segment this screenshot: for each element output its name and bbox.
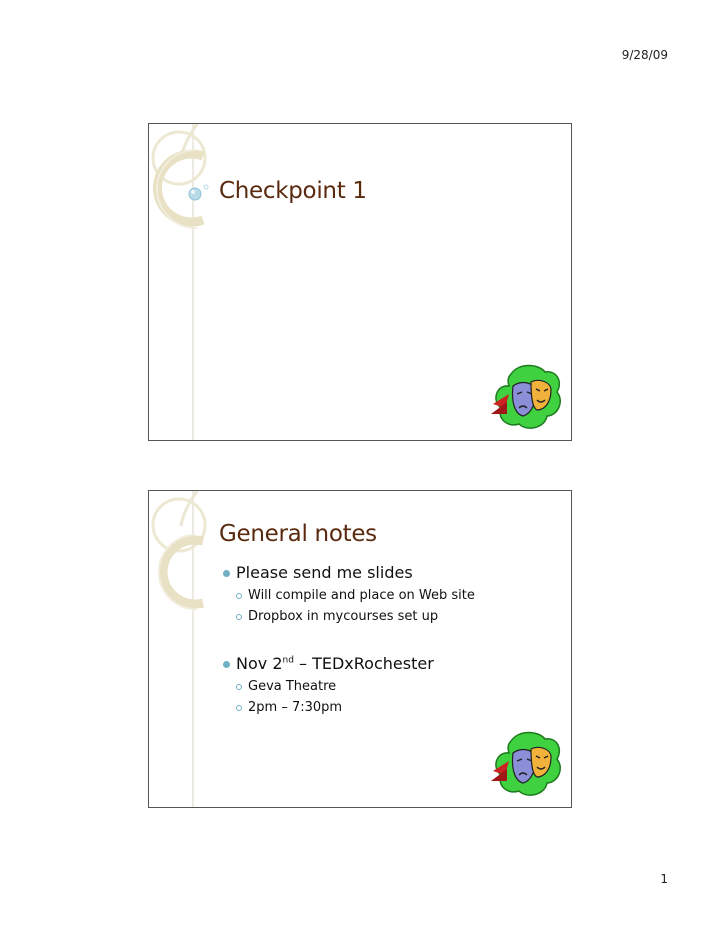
sub-bullet-text: 2pm – 7:30pm xyxy=(248,700,343,715)
bullet-dot-icon xyxy=(223,661,230,668)
theater-masks-icon xyxy=(491,364,563,434)
bullet-text-suffix: – TEDxRochester xyxy=(293,654,434,673)
theater-masks-icon xyxy=(491,731,563,801)
sub-bullet-item xyxy=(235,700,475,715)
slide-title: General notes xyxy=(219,521,377,547)
sub-bullet-list xyxy=(235,679,475,715)
bullet-ring-icon xyxy=(236,705,242,711)
bullet-ring-icon xyxy=(236,684,242,690)
bullet-text: Please send me slides xyxy=(236,563,413,582)
spacer xyxy=(225,630,475,644)
slide-checkpoint xyxy=(148,123,572,441)
swirl-decoration xyxy=(149,124,229,441)
bullet-ring-icon xyxy=(236,614,242,620)
page-number: 1 xyxy=(660,872,668,886)
bullet-text-prefix: Nov 2 xyxy=(236,654,283,673)
bullet-ring-icon xyxy=(236,593,242,599)
sub-bullet-item xyxy=(235,588,475,603)
sub-bullet-item xyxy=(235,609,475,624)
page-date: 9/28/09 xyxy=(621,48,668,62)
sub-bullet-text: Geva Theatre xyxy=(248,679,337,694)
slide-title: Checkpoint 1 xyxy=(219,178,367,204)
bullet-dot-icon xyxy=(223,570,230,577)
sub-bullet-list xyxy=(235,588,475,624)
swirl-decoration xyxy=(149,491,229,808)
bullet-item xyxy=(225,654,475,715)
sub-bullet-text: Will compile and place on Web site xyxy=(248,588,475,603)
bullet-item xyxy=(225,563,475,624)
bullet-list xyxy=(225,563,475,721)
bullet-text-superscript: nd xyxy=(282,655,294,666)
sub-bullet-item xyxy=(235,679,475,694)
sub-bullet-text: Dropbox in mycourses set up xyxy=(248,609,439,624)
slide-general-notes xyxy=(148,490,572,808)
